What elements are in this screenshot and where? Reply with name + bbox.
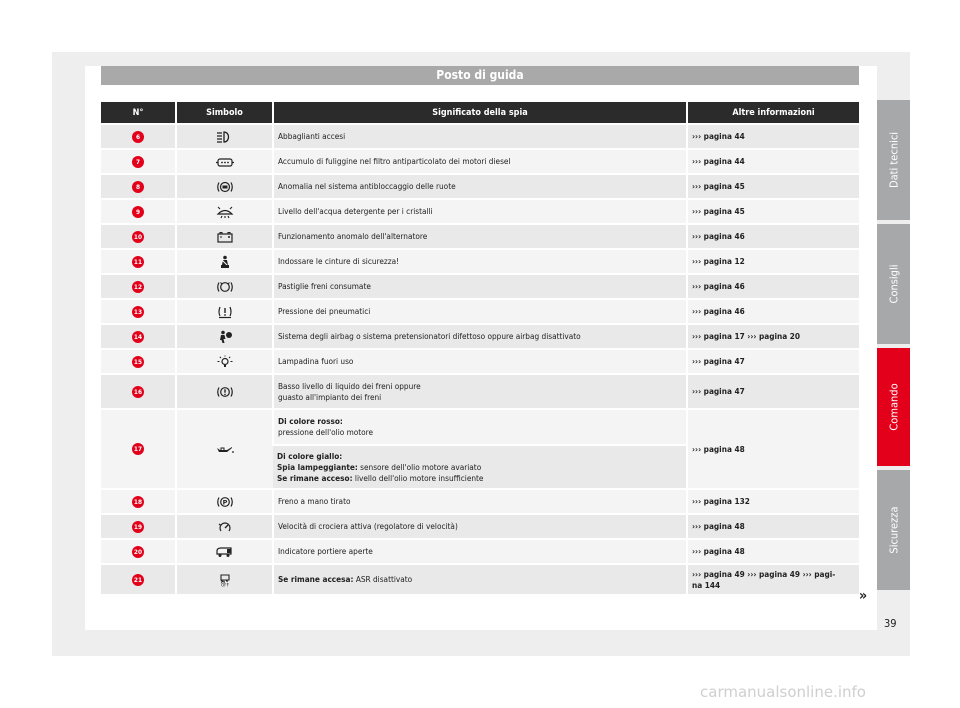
oil-yellow-description [273,445,687,489]
row-number-badge: 13 [133,307,143,316]
page-reference-link[interactable]: ››› pagina 48 [687,409,859,489]
row-number-badge: 7 [132,156,144,168]
washer-fluid-icon [215,205,235,219]
table-row [101,199,859,224]
page-reference-link[interactable]: ››› pagina 46 [687,299,859,324]
red-text: pressione dell'olio motore [278,427,374,437]
header-meaning: Significato della spia [273,102,687,124]
row-number-badge: 14 [133,332,143,341]
row-meaning: Velocità di crociera attiva (regolatore di velocità) [273,514,687,539]
page-reference-link[interactable]: ››› pagina 46 [687,224,859,249]
side-tab-label: Comando [887,383,900,431]
ref-line-1[interactable]: ››› pagina 49 ››› pagina 49 ››› pagi- [692,568,836,579]
oil-can-icon [215,442,235,456]
table-row [101,324,859,349]
page-reference-link[interactable]: ››› pagina 48 [687,514,859,539]
watermark: carmanualsonline.info [700,683,866,701]
asr-off-icon [215,573,235,587]
row-meaning: Funzionamento anomalo dell'alternatore [273,224,687,249]
meaning-line-1: Basso livello di liquido dei freni oppure [278,380,421,391]
row-meaning: Pastiglie freni consumate [273,274,687,299]
row-meaning: Indossare le cinture di sicurezza! [273,249,687,274]
page-reference-link[interactable]: ››› pagina 45 [687,174,859,199]
table-row [101,299,859,324]
row-number-badge: 8 [132,181,144,193]
cruise-control-icon [215,520,235,534]
row-number-badge: 19 [133,522,143,531]
abs-icon [215,180,235,194]
side-tab-label: Consigli [887,264,900,304]
asr-text: ASR disattivato [353,574,413,584]
row-meaning: Abbaglianti accesi [273,124,687,149]
side-tab-label: Dati tecnici [887,131,900,189]
table-row [101,224,859,249]
lit-text: livello dell'olio motore insufficiente [352,472,484,483]
flash-text: sensore dell'olio motore avariato [357,461,482,472]
table-row [101,374,859,409]
brake-fluid-icon [215,385,235,399]
row-meaning: Pressione dei pneumatici [273,299,687,324]
row-number-badge: 20 [133,547,143,556]
page-number: 39 [884,617,897,630]
row-meaning: Freno a mano tirato [273,489,687,514]
tire-pressure-icon [215,305,235,319]
table-row [101,149,859,174]
table-header-row [101,102,859,124]
page-reference-link[interactable]: ››› pagina 17 ››› pagina 20 [687,324,859,349]
row-number-badge: 21 [133,575,143,584]
row-number-badge: 18 [133,497,143,506]
ref-line-2[interactable]: na 144 [692,579,721,590]
table-row [101,514,859,539]
table-row [101,489,859,514]
side-tab-comando[interactable] [877,348,910,466]
svg-text:OFF: OFF [220,582,229,587]
page-reference-link[interactable]: ››› pagina 46 [687,274,859,299]
row-meaning: Lampadina fuori uso [273,349,687,374]
row-number-badge: 15 [133,357,143,366]
page-reference-link[interactable]: ››› pagina 44 [687,124,859,149]
svg-text:P: P [222,497,227,506]
row-meaning: Sistema degli airbag o sistema pretensionatori difettoso oppure airbag disattivato [273,324,687,349]
row-meaning [273,564,687,594]
page-reference-link[interactable] [687,564,859,594]
row-number-badge: 6 [132,131,144,143]
bulb-icon [215,355,235,369]
continue-mark: » [859,588,868,604]
door-open-icon [215,545,235,559]
red-label: Di colore rosso: [278,416,343,426]
brake-pads-icon [215,280,235,294]
row-meaning: Indicatore portiere aperte [273,539,687,564]
table-row [101,349,859,374]
table-row [101,174,859,199]
header-symbol: Simbolo [176,102,273,124]
table-row [101,274,859,299]
row-meaning: Anomalia nel sistema antibloccaggio delle ruote [273,174,687,199]
row-number-badge: 11 [133,257,143,266]
header-info: Altre informazioni [687,102,859,124]
yellow-label: Di colore giallo: [277,450,343,461]
row-meaning: Accumulo di fuliggine nel filtro antiparticolato dei motori diesel [273,149,687,174]
seatbelt-icon [215,255,235,269]
table-row [101,249,859,274]
flash-label: Spia lampeggiante: [277,461,358,472]
row-meaning: Livello dell'acqua detergente per i cristalli [273,199,687,224]
side-tab-consigli[interactable] [877,224,910,344]
header-num: N° [101,102,176,124]
table-row [101,564,859,594]
asr-label: Se rimane accesa: [278,574,354,584]
meaning-line-2: guasto all'impianto dei freni [278,391,382,402]
lit-label: Se rimane acceso: [277,472,353,483]
side-tab-dati-tecnici[interactable] [877,100,910,220]
row-number-badge: 17 [133,445,143,453]
page-reference-link[interactable]: ››› pagina 47 [687,349,859,374]
page-reference-link[interactable]: ››› pagina 44 [687,149,859,174]
battery-icon [215,230,235,244]
table-row [101,124,859,149]
page-reference-link[interactable]: ››› pagina 47 [687,374,859,409]
oil-red-description [273,409,687,445]
side-tab-label: Sicurezza [887,506,900,554]
high-beam-icon [215,130,235,144]
row-number-badge: 10 [133,232,143,241]
page-reference-link[interactable]: ››› pagina 48 [687,539,859,564]
row-number-badge: 16 [133,387,143,396]
table-row [101,409,859,445]
page-reference-link[interactable]: ››› pagina 12 [687,249,859,274]
row-number-badge: 9 [132,206,144,218]
row-meaning [273,374,687,409]
row-number-badge: 12 [133,282,143,291]
page-reference-link[interactable]: ››› pagina 132 [687,489,859,514]
diesel-particulate-filter-icon [215,155,235,169]
table-row [101,539,859,564]
warning-lights-table [101,102,859,594]
side-tab-sicurezza[interactable] [877,470,910,590]
page-reference-link[interactable]: ››› pagina 45 [687,199,859,224]
airbag-icon [215,330,235,344]
parking-brake-icon [215,495,235,509]
section-title: Posto di guida [101,66,859,85]
